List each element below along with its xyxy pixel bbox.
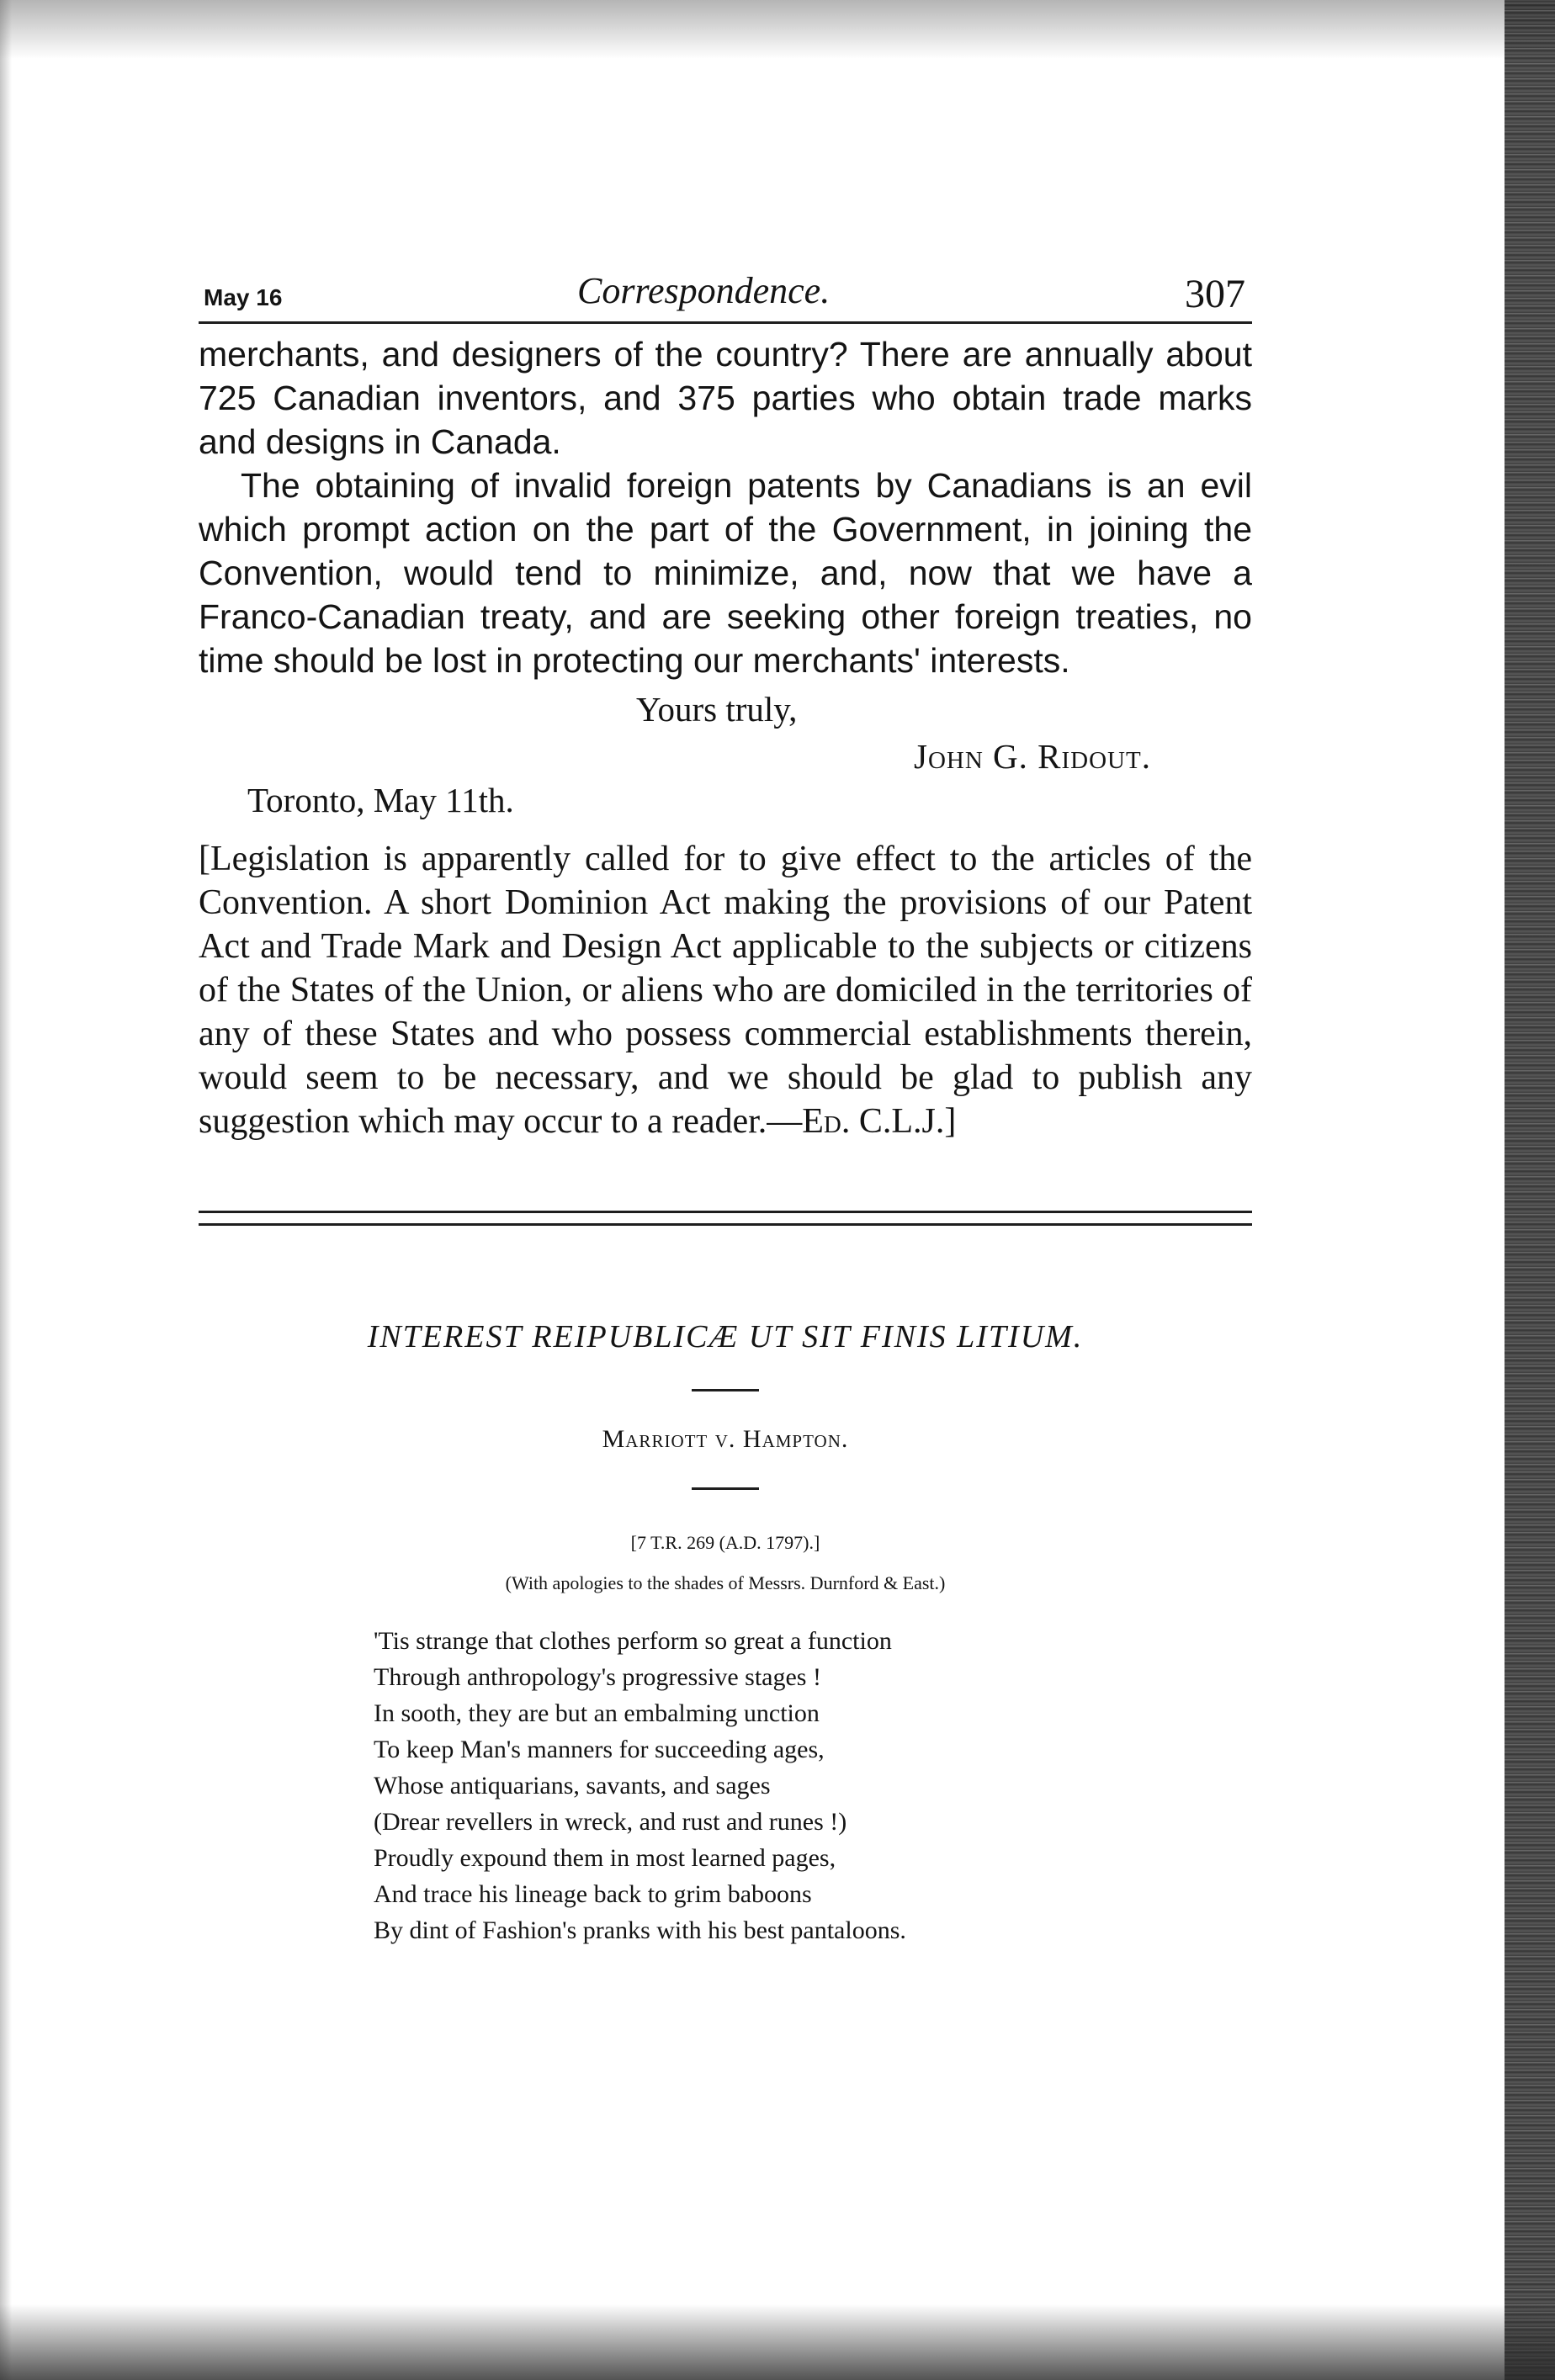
case-citation: [7 T.R. 269 (A.D. 1797).]: [630, 1532, 820, 1553]
page: [199, 269, 1252, 1948]
poem-line: To keep Man's manners for succeeding ages,: [374, 1736, 825, 1763]
section-divider: [199, 1211, 1252, 1226]
scan-edge-top: [0, 0, 1555, 59]
scan-edge-bottom: [0, 2304, 1555, 2380]
running-head: [199, 269, 1252, 324]
editor-note-signoff: Ed. C.L.J.]: [802, 1102, 957, 1141]
apology-note: (With apologies to the shades of Messrs. Durnford & East.): [505, 1572, 946, 1593]
case-name: Marriott v. Hampton.: [602, 1425, 849, 1453]
letter-paragraph: The obtaining of invalid foreign patents by Canadians is an evil which prompt action on the part of the Government, in joining the Convention, would tend to minimize, and, now that we have a Franco-Canadian treaty, and are seeking other foreign treaties, no time should be lost in protecting our merchants' interests.: [199, 466, 1252, 680]
letter-signature: John G. Ridout.: [914, 737, 1151, 776]
scan-edge-left: [0, 0, 12, 2380]
poem-line: Through anthropology's progressive stages !: [374, 1663, 821, 1691]
editor-note: [199, 837, 1252, 1143]
editor-note-text: [Legislation is apparently called for to give effect to the articles of the Convention. A short Dominion Act making the provisions of our Patent Act and Trade Mark and Design Act applicable to the subjects or citizens of the States of the Union, or aliens who are domiciled in the territories of any of these States and who possess commercial establishments therein, would seem to be necessary, and we should be glad to publish any suggestion which may occur to a reader.—: [199, 840, 1252, 1141]
poem-line: By dint of Fashion's pranks with his best pantaloons.: [374, 1916, 906, 1944]
letter-body: [199, 332, 1252, 682]
poem-line: 'Tis strange that clothes perform so great a function: [374, 1627, 892, 1655]
poem-line: Whose antiquarians, savants, and sages: [374, 1772, 771, 1800]
running-head-date: May 16: [204, 284, 283, 310]
poem-line: Proudly expound them in most learned pages,: [374, 1844, 836, 1872]
section-title: INTEREST REIPUBLICÆ UT SIT FINIS LITIUM.: [367, 1319, 1084, 1354]
short-rule: [692, 1487, 759, 1490]
letter-signoff: [199, 687, 1252, 822]
poem-line: (Drear revellers in wreck, and rust and runes !): [374, 1808, 847, 1836]
letter-paragraph: merchants, and designers of the country? There are annually about 725 Canadian inventors, and 375 parties who obtain trade marks and designs in Canada.: [199, 335, 1252, 461]
poem-line: In sooth, they are but an embalming unction: [374, 1699, 820, 1727]
poem-line: And trace his lineage back to grim baboons: [374, 1880, 812, 1908]
scan-edge-right: [1505, 0, 1555, 2380]
poem: [374, 1623, 1252, 1948]
short-rule: [692, 1389, 759, 1391]
page-number: 307: [1185, 272, 1245, 316]
letter-closing: Yours truly,: [636, 690, 798, 729]
letter-place-date: Toronto, May 11th.: [247, 781, 514, 819]
running-head-title: Correspondence.: [577, 270, 831, 311]
